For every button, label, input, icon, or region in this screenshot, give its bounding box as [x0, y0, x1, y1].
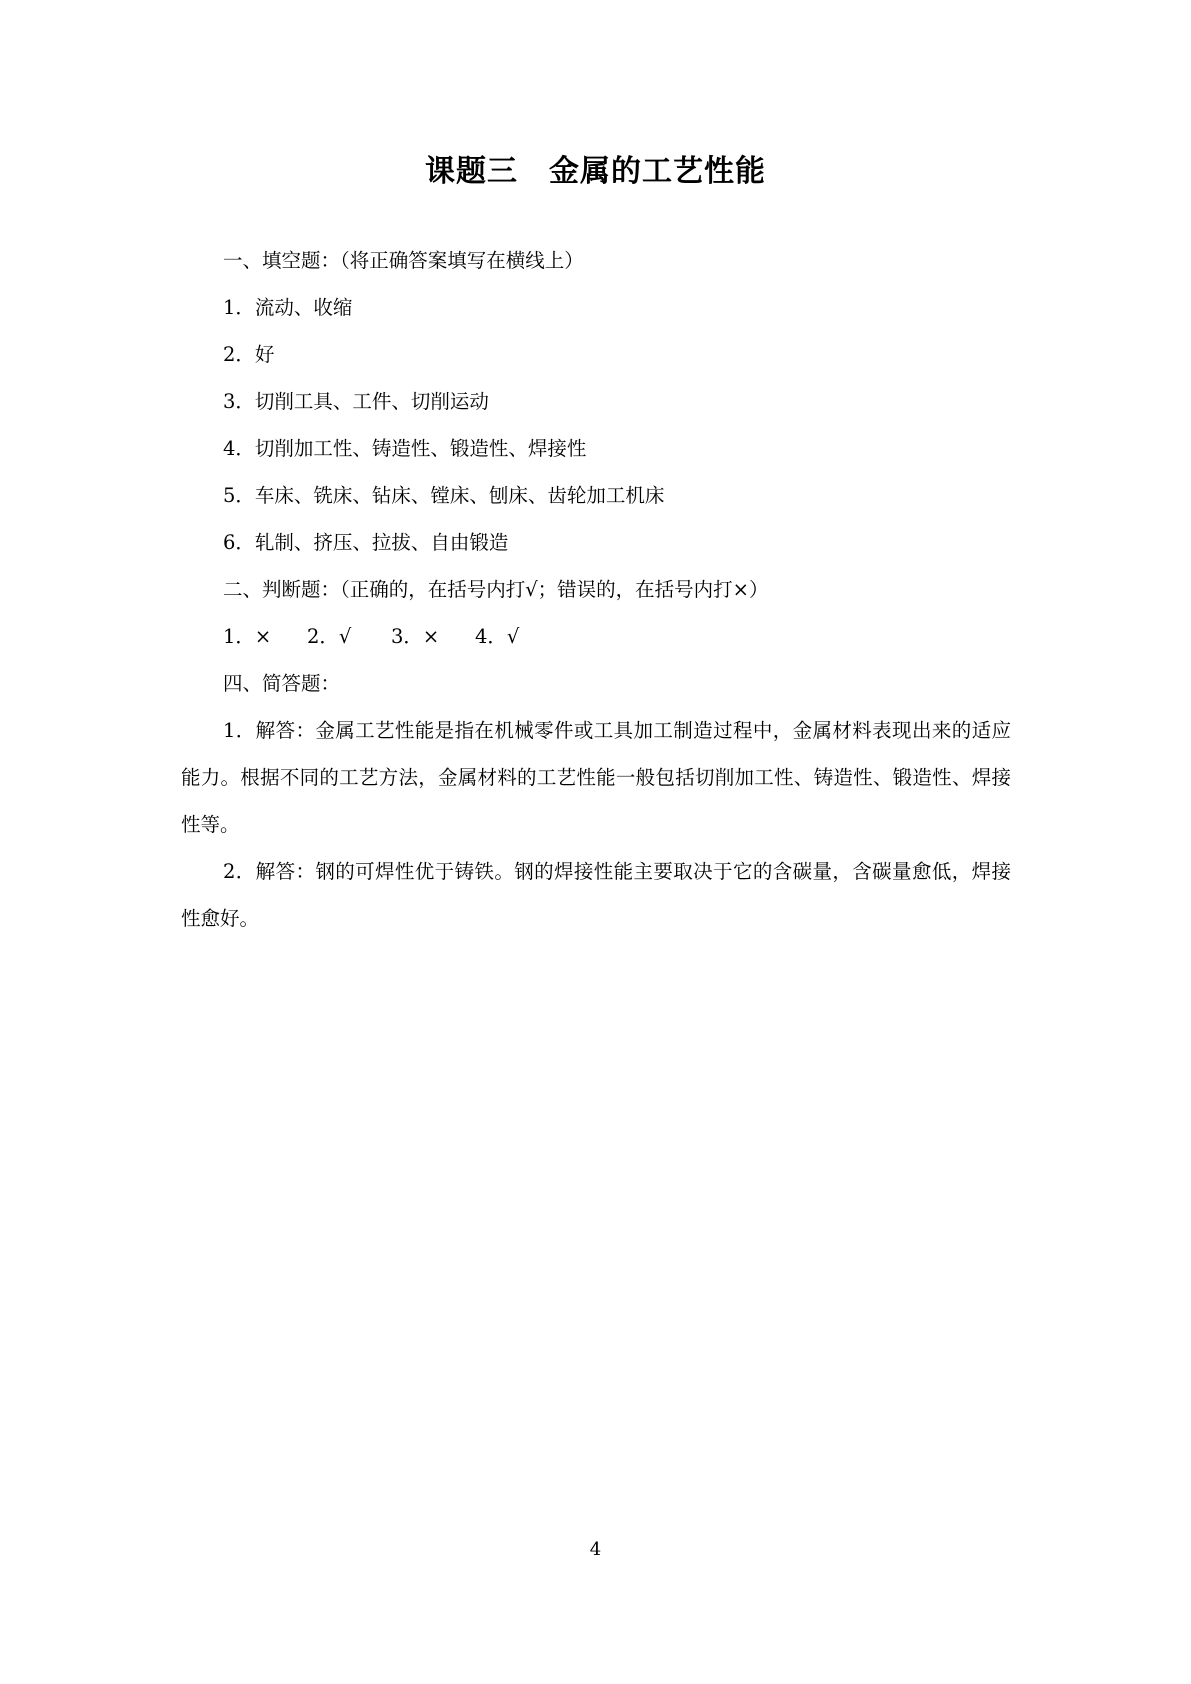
section-heading-short-answer: 四、简答题：	[223, 672, 341, 695]
answer-item: 2．好	[223, 343, 275, 366]
answer-item: 6．轧制、挤压、拉拔、自由锻造	[223, 531, 509, 554]
answer-item: 5．车床、铣床、钻床、镗床、刨床、齿轮加工机床	[223, 484, 665, 507]
section-heading-fill-in-blank: 一、填空题：（将正确答案填写在横线上）	[223, 249, 584, 272]
answer-item: 4．切削加工性、铸造性、锻造性、焊接性	[223, 437, 587, 460]
answer-item: 3．切削工具、工件、切削运动	[223, 390, 489, 413]
answer-item: 1．流动、收缩	[223, 296, 353, 319]
true-false-answer: 2．√	[307, 625, 352, 648]
short-answer-paragraph: 2．解答：钢的可焊性优于铸铁。钢的焊接性能主要取决于它的含碳量，含碳量愈低，焊接性愈好。	[181, 860, 1011, 930]
true-false-answer: 3．×	[391, 625, 440, 648]
section-heading-true-false: 二、判断题：（正确的，在括号内打√；错误的，在括号内打×）	[223, 578, 769, 601]
true-false-answer: 1．×	[223, 625, 272, 648]
document-body	[181, 237, 1011, 942]
page-title: 课题三 金属的工艺性能	[425, 154, 766, 189]
short-answer-paragraph: 1．解答：金属工艺性能是指在机械零件或工具加工制造过程中，金属材料表现出来的适应能力。根据不同的工艺方法，金属材料的工艺性能一般包括切削加工性、铸造性、锻造性、焊接性等。	[181, 719, 1011, 836]
true-false-answer: 4．√	[475, 625, 520, 648]
page-number: 4	[589, 1539, 602, 1560]
true-false-answers	[181, 613, 1011, 660]
